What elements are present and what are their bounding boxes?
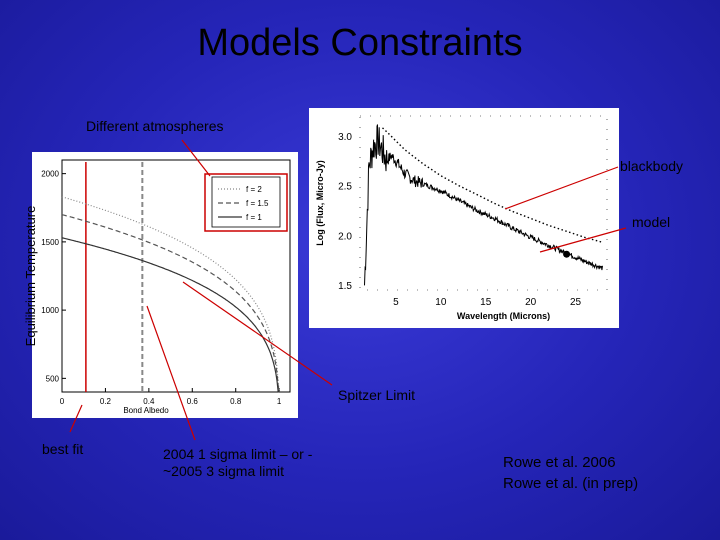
spectrum-x-tick-label: 10	[435, 297, 447, 308]
albedo-y-tick-label: 1000	[41, 306, 59, 316]
spectrum-y-tick-label: 1.5	[338, 281, 352, 293]
albedo-x-axis-label: Bond Albedo	[123, 406, 169, 415]
albedo-x-tick-label: 0.6	[186, 397, 198, 406]
albedo-x-tick-label: 1	[276, 397, 282, 406]
albedo-x-tick-label: 0.2	[99, 397, 111, 406]
albedo-x-tick-label: 0.8	[230, 397, 242, 406]
spectrum-y-tick-label: 2.0	[338, 231, 352, 243]
citation-in-prep: Rowe et al. (in prep)	[503, 475, 639, 492]
spitzer-data-point	[563, 251, 570, 258]
callout-best-fit: best fit	[42, 441, 84, 457]
legend-label-dotted: f = 2	[246, 185, 262, 194]
albedo-y-tick-label: 1500	[41, 237, 59, 247]
spectrum-x-tick-label: 5	[393, 297, 399, 308]
slide-title: Models Constraints	[197, 22, 523, 64]
legend-label-dashed: f = 1.5	[246, 199, 269, 208]
albedo-y-tick-label: 500	[45, 374, 59, 384]
albedo-y-axis-label: Equilibrium Temperature	[23, 205, 38, 347]
spectrum-x-tick-label: 15	[480, 297, 492, 308]
albedo-x-tick-label: 0.4	[143, 397, 155, 406]
spectrum-x-axis-label: Wavelength (Microns)	[456, 311, 551, 321]
callout-blackbody: blackbody	[620, 158, 684, 174]
callout-spitzer: Spitzer Limit	[338, 387, 416, 403]
spectrum-y-tick-label: 2.5	[338, 181, 352, 193]
albedo-x-tick-label: 0	[59, 397, 65, 406]
callout-atmospheres: Different atmospheres	[86, 118, 224, 134]
callout-sigma-line2: ~2005 3 sigma limit	[163, 463, 285, 479]
callout-model: model	[632, 214, 671, 230]
spectrum-y-tick-label: 3.0	[338, 131, 352, 143]
spectrum-x-tick-label: 25	[570, 297, 582, 308]
legend-label-solid: f = 1	[246, 213, 262, 222]
citation-2006: Rowe et al. 2006	[503, 454, 616, 471]
callout-sigma-line1: 2004 1 sigma limit – or -	[163, 446, 313, 462]
spectrum-y-axis-label: Log (Flux, Micro-Jy)	[315, 160, 325, 246]
spectrum-chart-panel	[309, 108, 619, 328]
spectrum-x-tick-label: 20	[525, 297, 537, 308]
albedo-y-tick-label: 2000	[41, 169, 59, 179]
